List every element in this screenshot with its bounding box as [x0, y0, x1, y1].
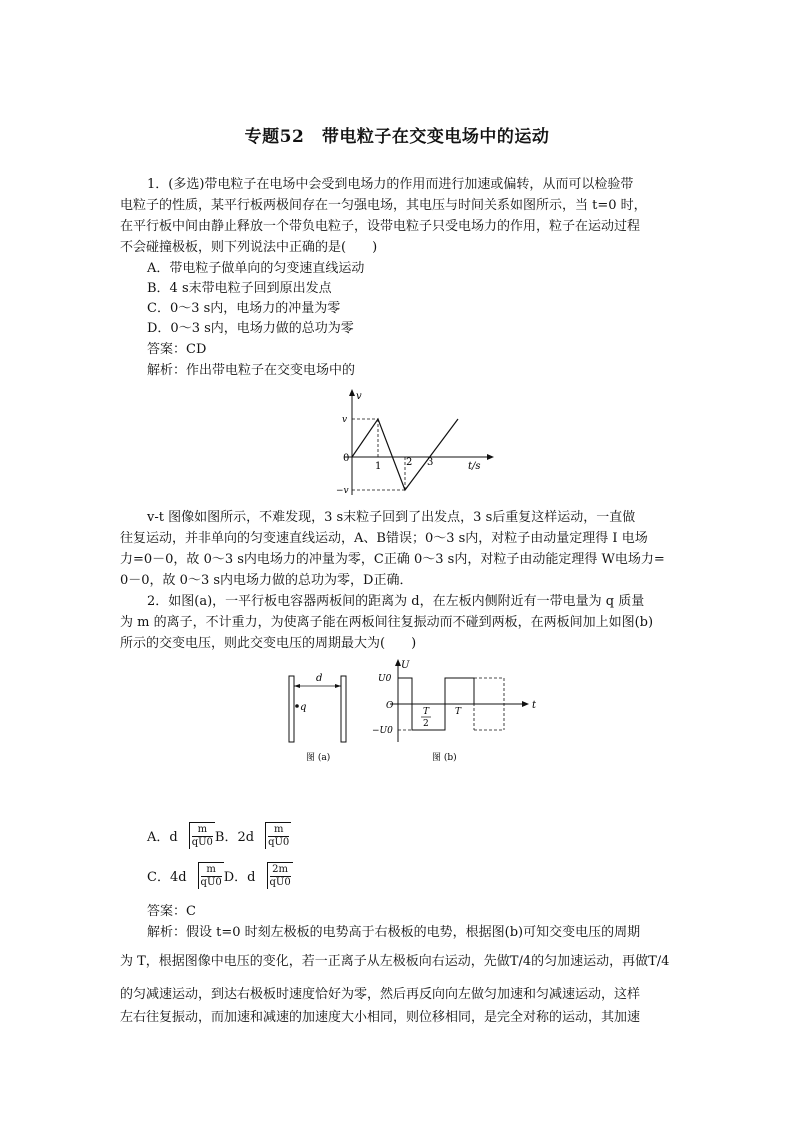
graph-t3: 3	[427, 457, 434, 468]
figure-b-half-period-den: 2	[423, 719, 429, 729]
q2-option-b-label: B．2d	[214, 830, 255, 845]
q2-analysis-line-3: 的匀减速运动，到达右极板时速度恰好为零，然后再反向向左做匀加速和匀减速运动，这样	[120, 987, 641, 1002]
q1-line-2: 电粒子的性质，某平行板两极间存在一匀强电场，其电压与时间关系如图所示，当 t=0 时，	[120, 198, 647, 213]
q2-option-a-den: qU0	[191, 837, 213, 848]
graph-t-axis-label: t/s	[468, 461, 481, 472]
figure-a-q-label: q	[300, 702, 307, 713]
figure-b-caption: 图 (b)	[432, 753, 457, 763]
q2-option-c-num: m	[201, 864, 222, 877]
graph-origin: 0	[343, 453, 350, 464]
vt-graph	[330, 385, 500, 500]
q2-option-b-sqrt	[256, 822, 291, 849]
graph-v-tick: v	[342, 415, 348, 425]
graph-v-axis-label: v	[356, 391, 362, 402]
figure-a-caption: 图 (a)	[306, 753, 331, 763]
figure-b-period-label: T	[455, 707, 462, 717]
q2-analysis-line-4: 左右往复振动，而加速和减速的加速度大小相同，则位移相同，是完全对称的运动，其加速	[120, 1010, 641, 1025]
q1-option-a: A．带电粒子做单向的匀变速直线运动	[147, 261, 365, 276]
q2-option-c-sqrt	[189, 862, 224, 889]
q2-option-c-den: qU0	[200, 877, 222, 888]
page-title: 专题52 带电粒子在交变电场中的运动	[244, 127, 550, 147]
q2-option-a-sqrt	[180, 822, 215, 849]
figure-b-u0-label: U0	[378, 674, 392, 684]
figure-b-voltage	[370, 658, 545, 768]
q2-option-c-label: C．4d	[147, 870, 187, 885]
figure-b-t-axis: t	[532, 700, 537, 711]
figure-b-half-period-num: T	[423, 707, 430, 717]
figure-b-u-axis: U	[401, 660, 410, 671]
q1-option-d: D．0～3 s内，电场力做的总功为零	[147, 321, 354, 336]
q2-option-b-num: m	[268, 824, 289, 837]
q1-line-4: 不会碰撞极板，则下列说法中正确的是( )	[120, 240, 378, 255]
graph-t2: 2	[406, 457, 413, 468]
q2-options-cd	[147, 862, 293, 889]
figure-a-d-label: d	[316, 673, 323, 684]
q1-analysis-line-1: v-t 图像如图所示，不难发现，3 s末粒子回到了出发点，3 s后重复这样运动，一直做	[147, 510, 636, 525]
q1-analysis-line-3: 力=0－0，故 0～3 s内电场力的冲量为零，C正确 0～3 s内，对粒子由动能定理得 W电场力=	[120, 552, 665, 567]
q2-option-d-num: 2m	[270, 864, 291, 877]
q2-line-1: 2．如图(a)，一平行板电容器两板间的距离为 d，在左板内侧附近有一带电量为 q 质量	[147, 594, 645, 609]
graph-neg-v-tick: −v	[336, 486, 349, 496]
q2-option-a-num: m	[192, 824, 213, 837]
q2-option-d-label: D．d	[223, 870, 256, 885]
q2-analysis-line-2: 为 T，根据图像中电压的变化，若一正离子从左极板向右运动，先做T/4的匀加速运动，再做T/4	[120, 954, 670, 969]
q1-line-3: 在平行板中间由静止释放一个带负电粒子，设带电粒子只受电场力的作用，粒子在运动过程	[120, 219, 641, 234]
q2-option-b-den: qU0	[268, 837, 290, 848]
figure-b-neg-u0-label: −U0	[372, 726, 393, 736]
figure-a-capacitor	[280, 668, 360, 768]
q2-line-2: 为 m 的离子，不计重力，为使离子能在两板间往复振动而不碰到两板，在两板间加上如图(b)	[120, 615, 654, 630]
q1-option-b: B．4 s末带电粒子回到原出发点	[147, 281, 332, 296]
q1-analysis-line-4: 0－0，故 0～3 s内电场力做的总功为零，D正确．	[120, 573, 413, 588]
q1-option-c: C．0～3 s内，电场力的冲量为零	[147, 301, 341, 316]
q2-option-d-den: qU0	[269, 877, 291, 888]
q1-analysis-line-2: 往复运动，并非单向的匀变速直线运动，A、B错误；0～3 s内，对粒子由动量定理得 I 电场	[120, 531, 648, 546]
q2-analysis-line-1: 解析：假设 t=0 时刻左极板的电势高于右极板的电势，根据图(b)可知交变电压的周期	[147, 925, 641, 940]
q1-line-1: 1．(多选)带电粒子在电场中会受到电场力的作用而进行加速或偏转，从而可以检验带	[147, 177, 634, 192]
q2-line-3: 所示的交变电压，则此交变电压的周期最大为( )	[120, 636, 417, 651]
q1-answer: 答案：CD	[147, 342, 207, 357]
q2-option-d-sqrt	[258, 862, 293, 889]
q2-option-a-label: A．d	[147, 830, 178, 845]
q2-options-ab	[147, 822, 291, 849]
graph-t1: 1	[375, 461, 382, 472]
q2-answer: 答案：C	[147, 904, 196, 919]
figure-b-origin: O	[386, 701, 394, 711]
q1-analysis-intro: 解析：作出带电粒子在交变电场中的	[147, 363, 356, 378]
